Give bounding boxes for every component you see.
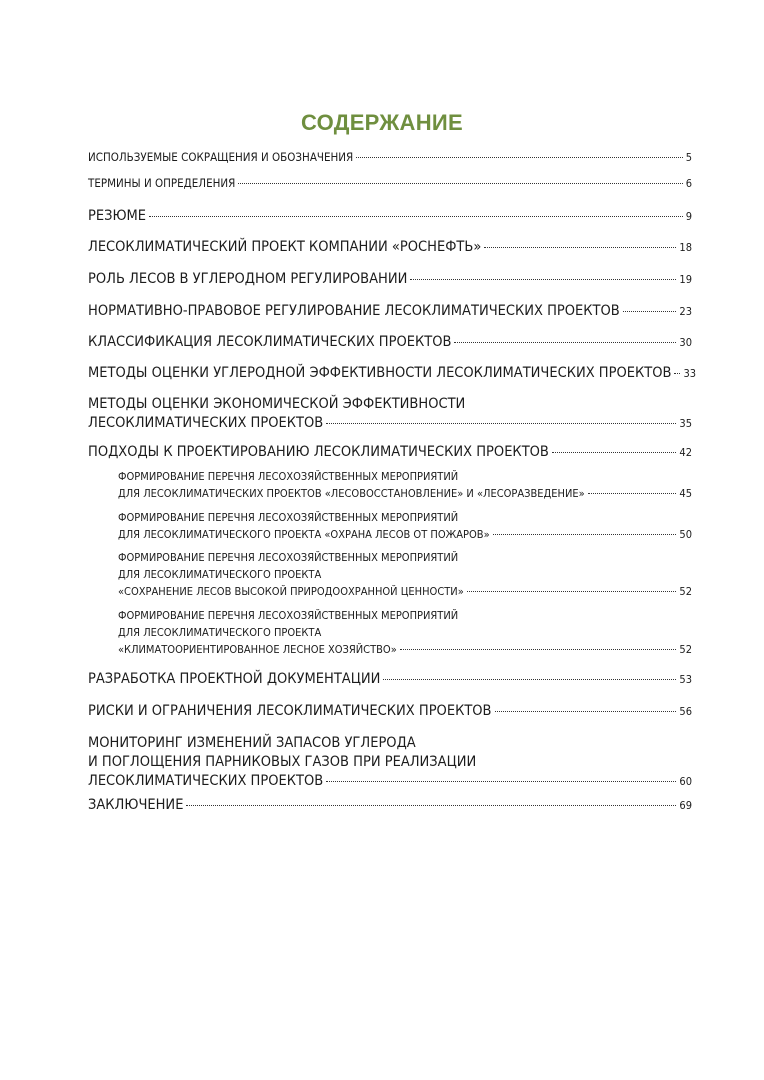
toc-entry-title-line: ФОРМИРОВАНИЕ ПЕРЕЧНЯ ЛЕСОХОЗЯЙСТВЕННЫХ МЕРОПРИЯТИЙ	[118, 609, 459, 622]
toc-entry[interactable]	[88, 176, 692, 191]
toc-entry-title-line: МОНИТОРИНГ ИЗМЕНЕНИЙ ЗАПАСОВ УГЛЕРОДА	[88, 735, 416, 751]
dot-leader	[454, 342, 676, 343]
toc-entry-title-line: ФОРМИРОВАНИЕ ПЕРЕЧНЯ ЛЕСОХОЗЯЙСТВЕННЫХ МЕРОПРИЯТИЙ	[118, 470, 459, 483]
toc-entry-title-line: ДЛЯ ЛЕСОКЛИМАТИЧЕСКОГО ПРОЕКТА	[118, 626, 322, 639]
toc-entry-title-line: «КЛИМАТООРИЕНТИРОВАННОЕ ЛЕСНОЕ ХОЗЯЙСТВО»	[118, 643, 397, 656]
dot-leader	[467, 591, 677, 592]
page-title: СОДЕРЖАНИЕ	[300, 110, 464, 135]
toc-entry-title-line: ИСПОЛЬЗУЕМЫЕ СОКРАЩЕНИЯ И ОБОЗНАЧЕНИЯ	[88, 150, 354, 164]
dot-leader	[356, 157, 682, 158]
toc-page-number: 18	[679, 241, 692, 254]
toc-entry[interactable]	[88, 734, 692, 791]
toc-page-number: 52	[679, 585, 692, 598]
dot-leader	[326, 781, 676, 782]
dot-leader	[623, 311, 677, 312]
toc-page-number: 19	[679, 273, 692, 286]
toc-entry-title-line: ДЛЯ ЛЕСОКЛИМАТИЧЕСКИХ ПРОЕКТОВ «ЛЕСОВОССТАНОВЛЕНИЕ» И «ЛЕСОРАЗВЕДЕНИЕ»	[118, 487, 585, 500]
toc-entry[interactable]	[88, 395, 692, 433]
toc-page-number: 52	[679, 643, 692, 656]
toc-entry-title-line: ПОДХОДЫ К ПРОЕКТИРОВАНИЮ ЛЕСОКЛИМАТИЧЕСКИХ ПРОЕКТОВ	[88, 444, 549, 460]
toc-entry-title-line: РОЛЬ ЛЕСОВ В УГЛЕРОДНОМ РЕГУЛИРОВАНИИ	[88, 271, 408, 287]
toc-page-number: 33	[683, 367, 697, 380]
toc-entry-title-line: И ПОГЛОЩЕНИЯ ПАРНИКОВЫХ ГАЗОВ ПРИ РЕАЛИЗАЦИИ	[88, 754, 477, 770]
toc-entry-title-line: КЛАССИФИКАЦИЯ ЛЕСОКЛИМАТИЧЕСКИХ ПРОЕКТОВ	[88, 334, 452, 350]
toc-entry[interactable]	[88, 702, 692, 721]
toc-page-number: 53	[679, 673, 692, 686]
toc-entry[interactable]	[88, 238, 692, 257]
toc-entry-title-line: РИСКИ И ОГРАНИЧЕНИЯ ЛЕСОКЛИМАТИЧЕСКИХ ПРОЕКТОВ	[88, 703, 492, 719]
toc-entry-title-line: МЕТОДЫ ОЦЕНКИ ЭКОНОМИЧЕСКОЙ ЭФФЕКТИВНОСТИ	[88, 396, 466, 412]
dot-leader	[149, 216, 683, 217]
toc-subentry[interactable]	[118, 468, 692, 502]
toc-entry[interactable]	[88, 150, 692, 165]
dot-leader	[493, 534, 677, 535]
toc-entry-title-line: НОРМАТИВНО-ПРАВОВОЕ РЕГУЛИРОВАНИЕ ЛЕСОКЛИМАТИЧЕСКИХ ПРОЕКТОВ	[88, 303, 620, 319]
toc-entry[interactable]	[88, 333, 692, 352]
toc-entry-title-line: ЛЕСОКЛИМАТИЧЕСКИХ ПРОЕКТОВ	[88, 773, 324, 789]
toc-page-number: 60	[679, 775, 692, 788]
toc-page-number: 5	[685, 151, 692, 164]
dot-leader	[326, 423, 676, 424]
dot-leader	[400, 649, 677, 650]
dot-leader	[495, 711, 677, 712]
dot-leader	[674, 373, 680, 374]
toc-entry-title-line: ДЛЯ ЛЕСОКЛИМАТИЧЕСКОГО ПРОЕКТА «ОХРАНА ЛЕСОВ ОТ ПОЖАРОВ»	[118, 528, 490, 541]
toc-entry[interactable]	[88, 207, 692, 226]
toc-entry-title-line: «СОХРАНЕНИЕ ЛЕСОВ ВЫСОКОЙ ПРИРОДООХРАННОЙ ЦЕННОСТИ»	[118, 585, 464, 598]
toc-page-number: 23	[679, 305, 692, 318]
dot-leader	[588, 493, 677, 494]
toc-entry[interactable]	[88, 270, 692, 289]
toc-entry-title-line: ЗАКЛЮЧЕНИЕ	[88, 797, 184, 813]
toc-subentry[interactable]	[118, 607, 692, 658]
toc-entry[interactable]	[88, 796, 692, 815]
toc-entry[interactable]	[88, 443, 692, 462]
toc-entry-title-line: РЕЗЮМЕ	[88, 208, 147, 224]
toc-entry-title-line: ФОРМИРОВАНИЕ ПЕРЕЧНЯ ЛЕСОХОЗЯЙСТВЕННЫХ МЕРОПРИЯТИЙ	[118, 511, 459, 524]
toc-page-number: 35	[679, 417, 692, 430]
toc-entry-title-line: РАЗРАБОТКА ПРОЕКТНОЙ ДОКУМЕНТАЦИИ	[88, 671, 381, 687]
toc-entry-title-line: ЛЕСОКЛИМАТИЧЕСКИЙ ПРОЕКТ КОМПАНИИ «РОСНЕФТЬ»	[88, 239, 482, 255]
toc-page-number: 69	[679, 799, 692, 812]
dot-leader	[484, 247, 676, 248]
dot-leader	[383, 679, 676, 680]
toc-entry[interactable]	[88, 364, 697, 383]
dot-leader	[552, 452, 677, 453]
toc-page-number: 42	[679, 446, 692, 459]
dot-leader	[238, 183, 682, 184]
toc-subentry[interactable]	[118, 549, 692, 600]
toc-page-number: 6	[685, 177, 692, 190]
toc-page-number: 9	[685, 210, 692, 223]
toc-page-number: 56	[679, 705, 692, 718]
toc-entry-title-line: ФОРМИРОВАНИЕ ПЕРЕЧНЯ ЛЕСОХОЗЯЙСТВЕННЫХ МЕРОПРИЯТИЙ	[118, 551, 459, 564]
toc-entry-title-line: ЛЕСОКЛИМАТИЧЕСКИХ ПРОЕКТОВ	[88, 415, 324, 431]
dot-leader	[186, 805, 676, 806]
toc-entry-title-line: ДЛЯ ЛЕСОКЛИМАТИЧЕСКОГО ПРОЕКТА	[118, 568, 322, 581]
toc-entry-title-line: ТЕРМИНЫ И ОПРЕДЕЛЕНИЯ	[88, 176, 236, 190]
toc-entry[interactable]	[88, 302, 692, 321]
toc-page-number: 50	[679, 528, 692, 541]
toc-entry[interactable]	[88, 670, 692, 689]
toc-entry-title-line: МЕТОДЫ ОЦЕНКИ УГЛЕРОДНОЙ ЭФФЕКТИВНОСТИ ЛЕСОКЛИМАТИЧЕСКИХ ПРОЕКТОВ	[88, 365, 672, 381]
dot-leader	[410, 279, 676, 280]
toc-subentry[interactable]	[118, 509, 692, 543]
toc-page-number: 30	[679, 336, 692, 349]
toc-page-number: 45	[679, 487, 692, 500]
